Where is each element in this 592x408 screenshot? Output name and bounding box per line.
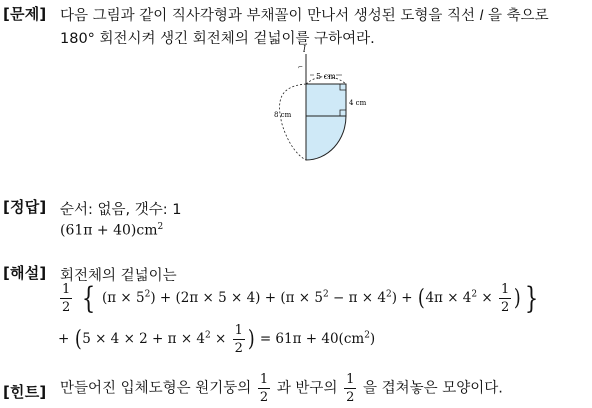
problem-line-2: 180° 회전시켜 생긴 회전체의 겉넓이를 구하여라. — [60, 31, 375, 47]
explanation-row-2: + ($5 \times 4 \times 2 + \pi \times 4^2$ × $\frac{1}{2}$ ) = $61\pi + 40(cm^2)$ — [58, 323, 376, 356]
row1-text-e: 4π × 4 — [425, 290, 472, 306]
axis-label: l — [303, 45, 306, 55]
half-fraction-2: $\frac{1}{2}$ — [501, 282, 510, 315]
row1-text-d: ) + — [391, 290, 417, 306]
row2-text-a: 5 × 4 × 2 + π × 4 — [82, 331, 206, 347]
explanation-intro: 회전체의 겉넓이는 — [60, 268, 177, 284]
answer-exp: 2 — [157, 222, 164, 232]
row1-text-b: ) + (2π × 5 × 4) + (π × 5 — [150, 290, 323, 306]
dashed-outline-left — [280, 84, 306, 160]
sector-shape — [306, 116, 346, 160]
answer-tag: [정답] — [3, 198, 47, 216]
row1-text-c: − π × 4 — [328, 290, 386, 306]
half-fraction-3: $\frac{1}{2}$ — [234, 323, 243, 356]
hint-fraction-2: $\frac{1}{2}$ — [346, 372, 355, 405]
problem-line-1: 다음 그림과 같이 직사각형과 부채꼴이 만나서 생성된 도형을 직선 𝑙 을 축으로 — [60, 8, 549, 24]
explanation-tag: [해설] — [3, 264, 47, 282]
axis-tick-marks: ⌐ — [298, 64, 304, 71]
row2-text-b: = 61π + 40(cm — [259, 331, 365, 347]
problem-tag: [문제] — [3, 5, 47, 23]
label-8cm: 8 cm — [274, 111, 292, 119]
hint-line: 만들어진 입체도형은 원기둥의 $\frac{1}{2}$ 과 반구의 $\frac{1}{2}$ 을 겹쳐놓은 모양이다. — [60, 372, 503, 405]
explanation-row-1: $\frac{1}{2}$ { $(\pi \times 5^2) + (2\pi \times 5 \times 4) + (\pi \times 5^2 - \pi \times 4^2) + (4\pi \times 4^2$ × $\frac{1}{2}$ ) } — [62, 280, 539, 316]
answer-line-2 — [60, 222, 163, 239]
answer-value: (61π + 40)cm — [60, 222, 158, 239]
half-fraction: $\frac{1}{2}$ — [62, 282, 71, 315]
hint-tag: [힌트] — [3, 383, 47, 401]
label-4cm: 4 cm — [349, 99, 367, 107]
answer-line-1: 순서: 없음, 갯수: 1 — [60, 202, 182, 218]
label-5cm: 5 cm — [316, 72, 336, 81]
row1-text-a: (π × 5 — [101, 290, 145, 306]
solid-figure — [270, 44, 380, 166]
hint-fraction-1: $\frac{1}{2}$ — [259, 372, 269, 405]
